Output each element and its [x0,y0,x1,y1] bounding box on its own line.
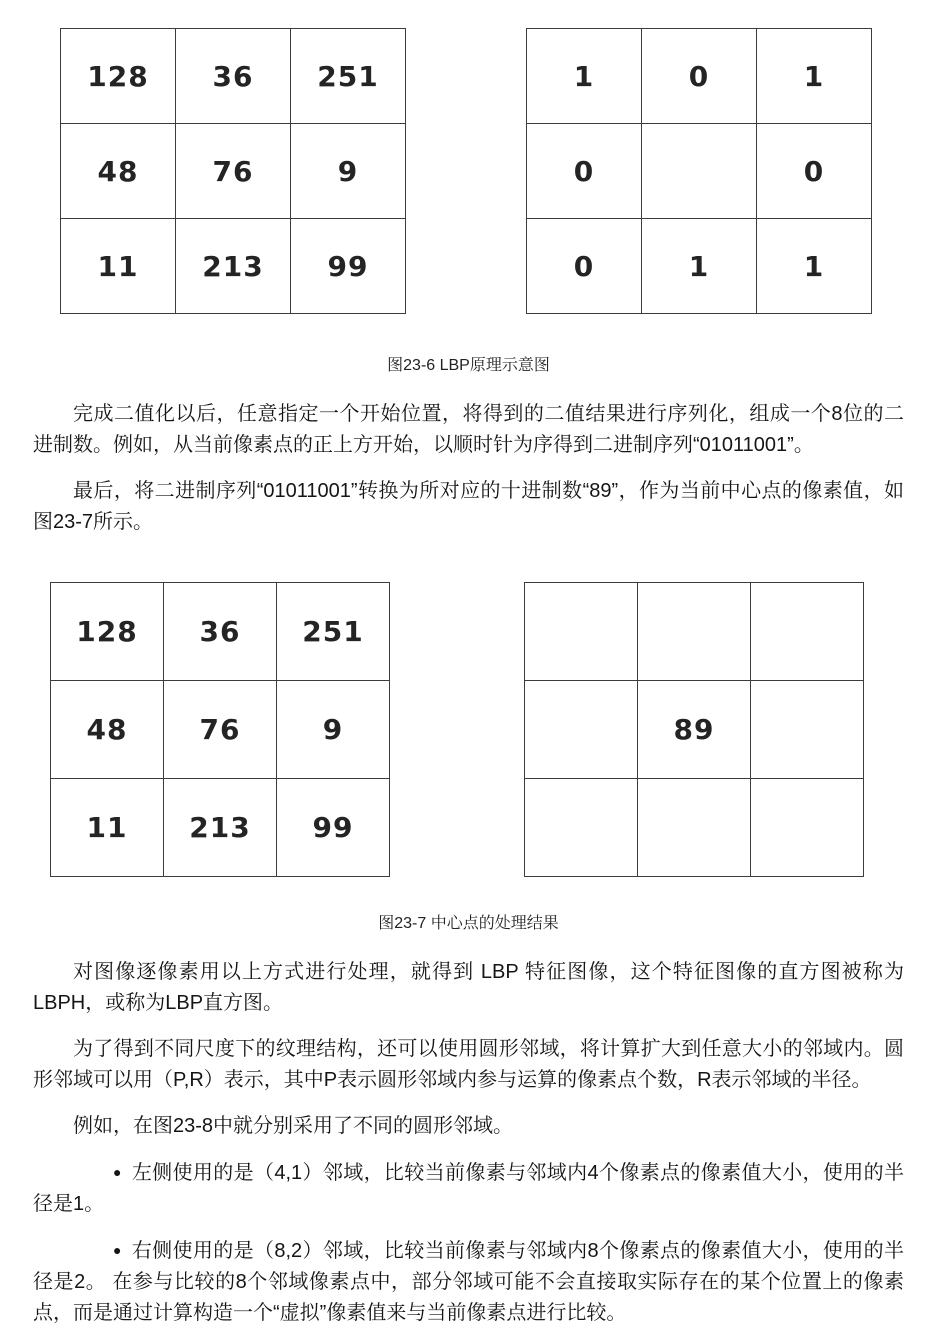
figure-23-7 [33,582,904,877]
grid-original-pixel-values [60,28,406,314]
grid-cell: 48 [61,124,176,219]
figure-23-7-caption: 图23-7 中心点的处理结果 [378,915,559,932]
grid-binary-values [526,28,872,314]
grid-cell: 0 [527,219,642,314]
grid-cell: 11 [61,219,176,314]
grid-original-pixel-values-2 [50,582,390,877]
grid-cell: 1 [757,219,872,314]
grid-cell [642,124,757,219]
bullet-text: 右侧使用的是（8,2）邻域，比较当前像素与邻域内8个像素点的像素值大小，使用的半径是2。 在参与比较的8个邻域像素点中，部分邻域可能不会直接取实际存在的某个位置上的像素点，而是通过计算构造一个“虚拟”像素值来与当前像素点进行比较。 [33,1240,904,1324]
grid-cell: 76 [176,124,291,219]
paragraph-circular-neighborhood: 为了得到不同尺度下的纹理结构，还可以使用圆形邻域，将计算扩大到任意大小的邻域内。圆形邻域可以用（P,R）表示，其中P表示圆形邻域内参与运算的像素点个数，R表示邻域的半径。 [33,1038,904,1091]
grid-cell: 9 [291,124,406,219]
grid-cell: 99 [277,779,390,877]
grid-cell [751,779,864,877]
grid-cell [525,583,638,681]
bullet-icon: ● [113,1164,122,1180]
grid-cell: 36 [176,29,291,124]
grid-cell: 1 [757,29,872,124]
grid-cell: 0 [757,124,872,219]
grid-cell: 251 [291,29,406,124]
grid-cell: 48 [51,681,164,779]
grid-cell [751,681,864,779]
figure-23-6 [33,28,904,314]
grid-cell: 76 [164,681,277,779]
grid-cell: 1 [527,29,642,124]
paragraph-figure-23-8-intro: 例如，在图23-8中就分别采用了不同的圆形邻域。 [73,1115,514,1137]
grid-cell: 1 [642,219,757,314]
bullet-text: 左侧使用的是（4,1）邻域，比较当前像素与邻域内4个像素点的像素值大小，使用的半径是1。 [33,1162,904,1215]
grid-cell: 128 [51,583,164,681]
paragraph-lbph: 对图像逐像素用以上方式进行处理，就得到 LBP 特征图像，这个特征图像的直方图被称为LBPH，或称为LBP直方图。 [33,961,904,1014]
bullet-item-4-1-neighborhood [33,1157,904,1220]
grid-lbp-result [524,582,864,877]
grid-cell: 11 [51,779,164,877]
grid-cell: 9 [277,681,390,779]
grid-cell: 89 [638,681,751,779]
grid-cell [751,583,864,681]
grid-cell: 0 [527,124,642,219]
grid-cell: 99 [291,219,406,314]
grid-cell [638,583,751,681]
paragraph-binarization: 完成二值化以后，任意指定一个开始位置，将得到的二值结果进行序列化，组成一个8位的二进制数。例如，从当前像素点的正上方开始，以顺时针为序得到二进制序列“01011001”。 [33,403,904,456]
grid-cell: 128 [61,29,176,124]
bullet-item-8-2-neighborhood [33,1235,904,1329]
grid-cell: 213 [176,219,291,314]
grid-cell: 36 [164,583,277,681]
grid-cell: 213 [164,779,277,877]
grid-cell [525,779,638,877]
grid-cell [525,681,638,779]
paragraph-decimal-conversion: 最后，将二进制序列“01011001”转换为所对应的十进制数“89”，作为当前中心点的像素值，如图23-7所示。 [33,480,904,533]
grid-cell: 251 [277,583,390,681]
figure-23-6-caption: 图23-6 LBP原理示意图 [387,357,550,374]
grid-cell: 0 [642,29,757,124]
grid-cell [638,779,751,877]
bullet-icon: ● [113,1242,122,1258]
